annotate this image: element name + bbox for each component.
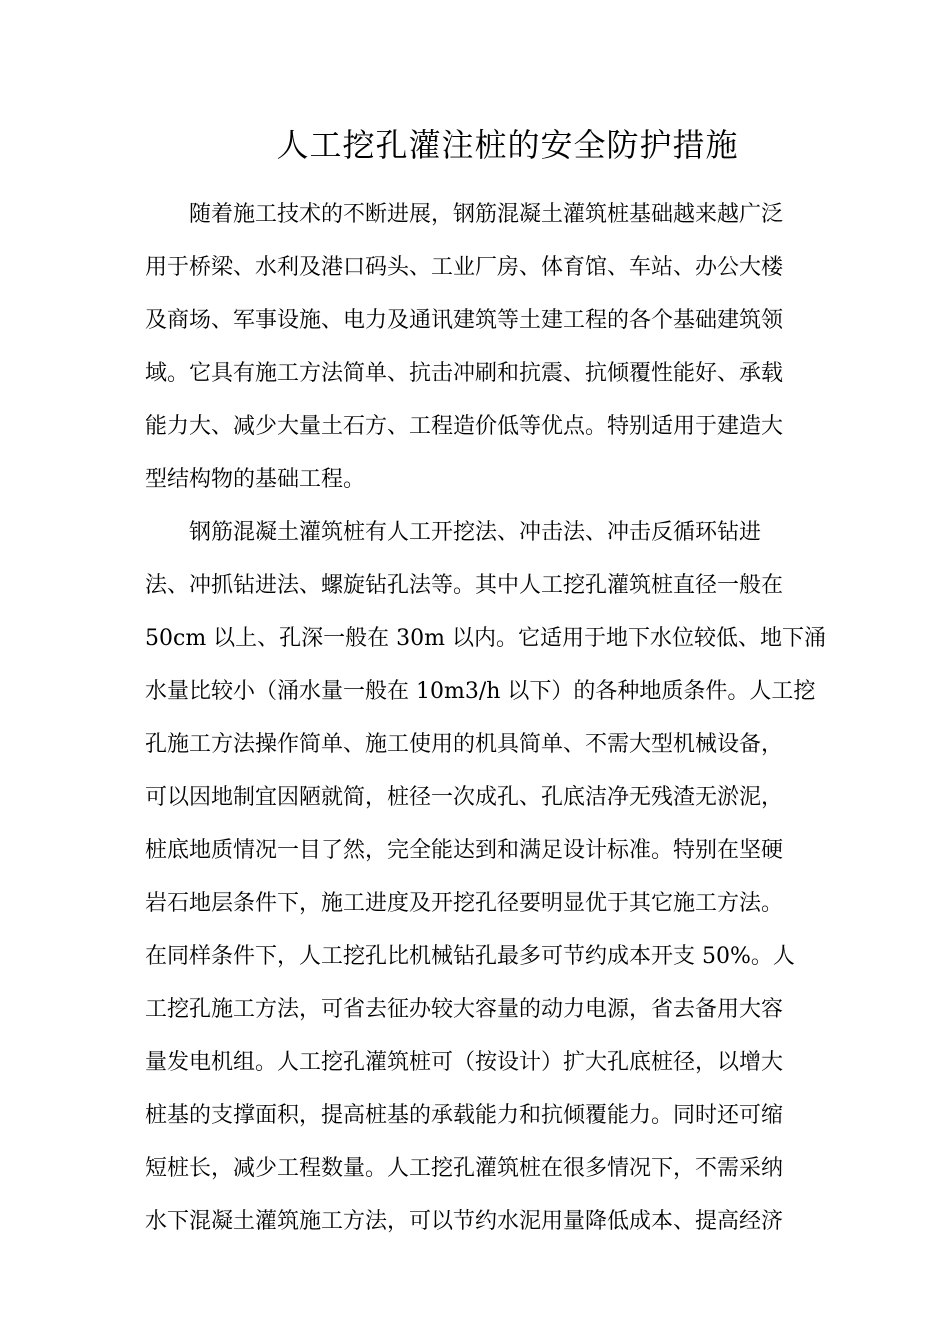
text-line: 水下混凝土灌筑施工方法，可以节约水泥用量降低成本、提高经济	[145, 1209, 784, 1234]
text-line: 量发电机组。人工挖孔灌筑桩可（按设计）扩大孔底桩径，以增大	[145, 1050, 784, 1075]
text-line: 桩基的支撑面积，提高桩基的承载能力和抗倾覆能力。同时还可缩	[145, 1103, 784, 1128]
text-line: 在同样条件下，人工挖孔比机械钻孔最多可节约成本开支 50%。人	[145, 944, 795, 969]
text-line: 工挖孔施工方法，可省去征办较大容量的动力电源，省去备用大容	[145, 997, 784, 1022]
text-line: 法、冲抓钻进法、螺旋钻孔法等。其中人工挖孔灌筑桩直径一般在	[145, 573, 784, 598]
text-line: 短桩长，减少工程数量。人工挖孔灌筑桩在很多情况下，不需采纳	[145, 1156, 784, 1181]
text-line: 孔施工方法操作简单、施工使用的机具简单、不需大型机械设备，	[145, 732, 784, 757]
text-line: 型结构物的基础工程。	[145, 467, 366, 492]
text-line: 岩石地层条件下，施工进度及开挖孔径要明显优于其它施工方法。	[145, 891, 784, 916]
text-line: 50cm 以上、孔深一般在 30m 以内。它适用于地下水位较低、地下涌	[145, 626, 827, 651]
text-line: 及商场、军事设施、电力及通讯建筑等土建工程的各个基础建筑领	[145, 308, 784, 333]
text-line: 桩底地质情况一目了然，完全能达到和满足设计标准。特别在坚硬	[145, 838, 784, 863]
text-line: 水量比较小（涌水量一般在 10m3/h 以下）的各种地质条件。人工挖	[145, 679, 816, 704]
text-line: 域。它具有施工方法简单、抗击冲刷和抗震、抗倾覆性能好、承载	[145, 361, 784, 386]
text-line: 钢筋混凝土灌筑桩有人工开挖法、冲击法、冲击反循环钻进	[189, 520, 762, 545]
text-line: 随着施工技术的不断进展，钢筋混凝土灌筑桩基础越来越广泛	[189, 202, 784, 227]
document-title: 人工挖孔灌注桩的安全防护措施	[276, 126, 739, 164]
text-line: 能力大、减少大量土石方、工程造价低等优点。特别适用于建造大	[145, 414, 784, 439]
text-line: 用于桥梁、水利及港口码头、工业厂房、体育馆、车站、办公大楼	[145, 255, 784, 280]
text-line: 可以因地制宜因陋就简，桩径一次成孔、孔底洁净无残渣无淤泥，	[145, 785, 784, 810]
